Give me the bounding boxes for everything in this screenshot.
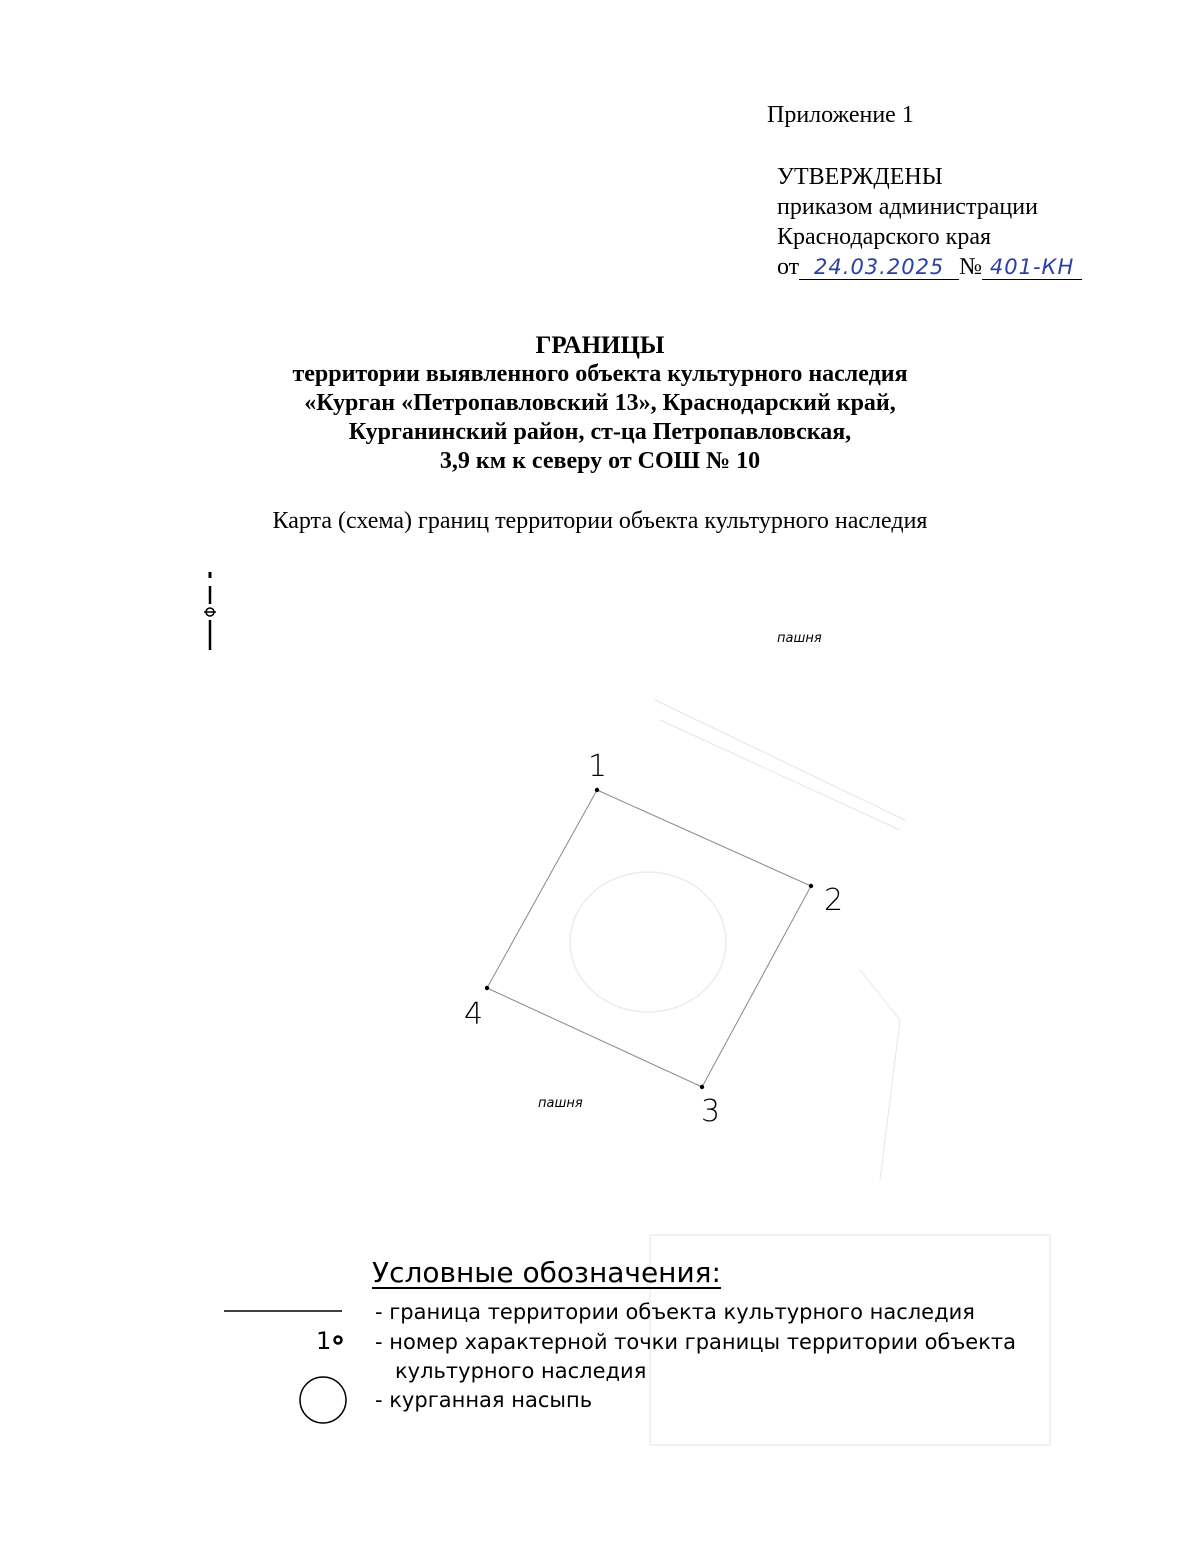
field-label-bottom: пашня xyxy=(538,1096,583,1111)
title-line-2: «Курган «Петропавловский 13», Краснодарский край, xyxy=(304,390,896,416)
approval-by-order: приказом администрации xyxy=(777,194,1038,220)
title-line-3: Курганинский район, ст-ца Петропавловская, xyxy=(348,419,852,445)
legend-item-point-cont: культурного наследия xyxy=(395,1359,647,1383)
map-caption: Карта (схема) границ территории объекта культурного наследия xyxy=(272,508,928,534)
legend-point-symbol-label: 1 xyxy=(316,1327,332,1355)
boundary-point-1 xyxy=(595,788,599,792)
appendix-label: Приложение 1 xyxy=(767,102,914,128)
legend-item-mound: - курганная насыпь xyxy=(375,1388,593,1412)
approval-number-sign: № xyxy=(959,254,983,280)
legend-title: Условные обозначения: xyxy=(372,1256,721,1289)
mound-outline xyxy=(570,872,726,1012)
title-line-1: территории выявленного объекта культурного наследия xyxy=(292,361,908,387)
point-label-2: 2 xyxy=(824,883,844,918)
approval-title: УТВЕРЖДЕНЫ xyxy=(777,164,943,190)
legend-item-boundary: - граница территории объекта культурного наследия xyxy=(375,1300,975,1324)
point-label-1: 1 xyxy=(588,749,608,784)
point-label-4: 4 xyxy=(464,997,484,1032)
boundary-point-2 xyxy=(809,884,813,888)
approval-from-prefix: от xyxy=(777,254,800,280)
field-label-top: пашня xyxy=(777,631,822,646)
title-line-4: 3,9 км к северу от СОШ № 10 xyxy=(439,448,761,474)
legend-circle-symbol xyxy=(300,1377,346,1423)
approval-date-handwritten: 24.03.2025 xyxy=(799,255,959,280)
approval-number-handwritten: 401-КН xyxy=(982,255,1082,280)
approval-region: Краснодарского края xyxy=(777,224,992,250)
north-arrow-icon xyxy=(204,572,216,650)
boundary-point-4 xyxy=(485,986,489,990)
boundary-point-3 xyxy=(700,1085,704,1089)
legend-item-point: - номер характерной точки границы территории объекта xyxy=(375,1330,1017,1354)
point-label-3: 3 xyxy=(701,1094,721,1129)
legend-point-symbol xyxy=(335,1337,342,1344)
territory-boundary xyxy=(487,790,811,1087)
title-main: ГРАНИЦЫ xyxy=(535,332,665,359)
